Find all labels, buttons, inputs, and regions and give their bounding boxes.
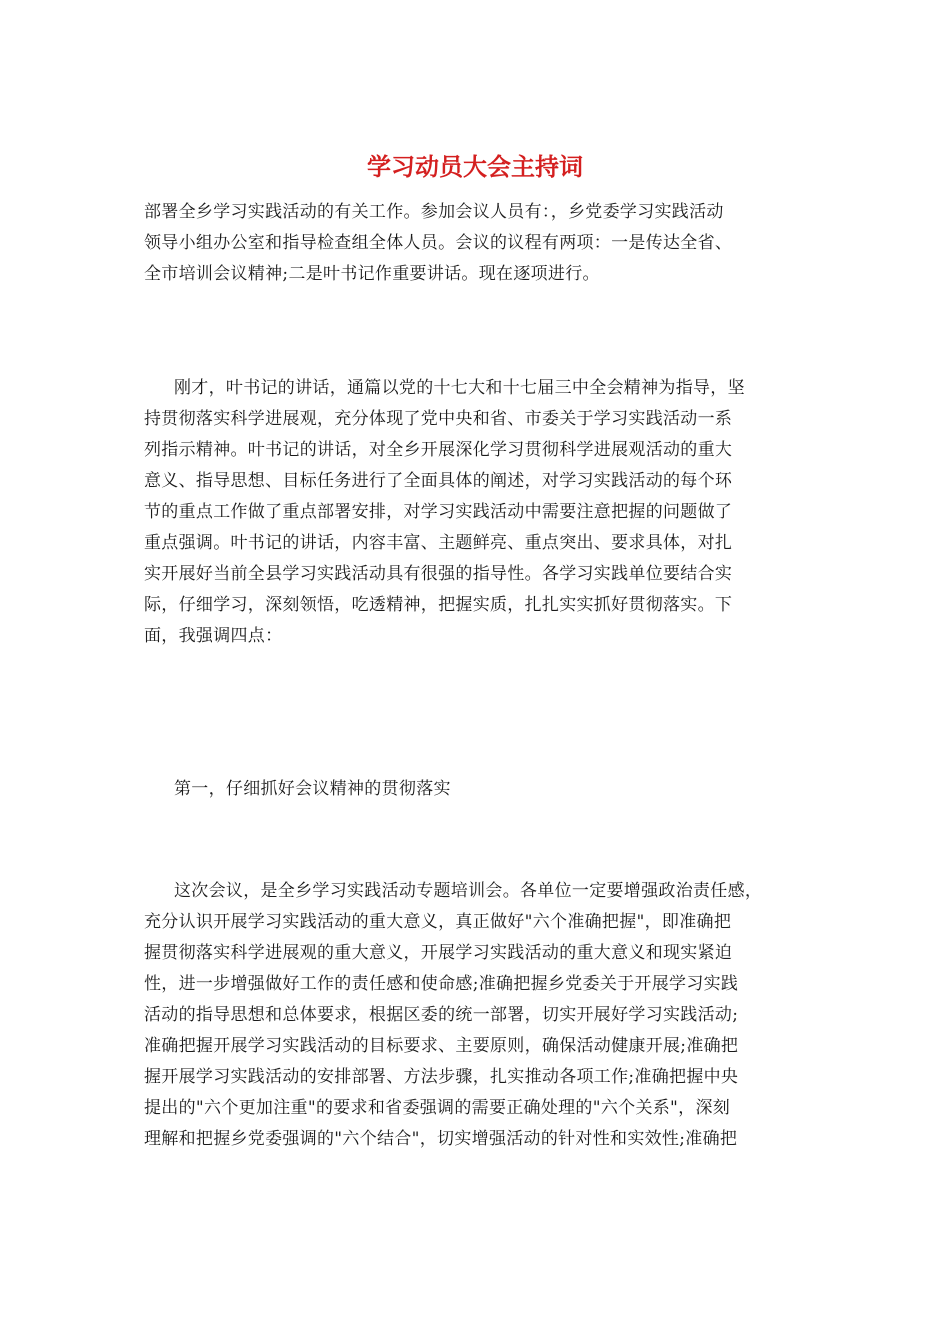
paragraph-line: 持贯彻落实科学进展观，充分体现了党中央和省、市委关于学习实践活动一系 xyxy=(144,409,733,429)
paragraph-line: 部署全乡学习实践活动的有关工作。参加会议人员有：，乡党委学习实践活动 xyxy=(144,202,724,222)
paragraph-point-one-body xyxy=(144,876,804,1155)
paragraph-line: 握开展学习实践活动的安排部署、方法步骤，扎实推动各项工作;准确把握中央 xyxy=(144,1067,739,1087)
paragraph-line: 理解和把握乡党委强调的"六个结合"，切实增强活动的针对性和实效性;准确把 xyxy=(144,1129,738,1149)
paragraph-intro xyxy=(144,197,804,290)
paragraph-remarks xyxy=(144,373,804,652)
document-title: 学习动员大会主持词 xyxy=(367,152,583,181)
paragraph-line: 重点强调。叶书记的讲话，内容丰富、主题鲜亮、重点突出、要求具体，对扎 xyxy=(144,533,733,553)
paragraph-line: 面，我强调四点： xyxy=(144,626,283,646)
paragraph-line: 领导小组办公室和指导检查组全体人员。会议的议程有两项：一是传达全省、 xyxy=(144,233,733,253)
heading-line: 第一，仔细抓好会议精神的贯彻落实 xyxy=(174,779,451,799)
paragraph-line: 准确把握开展学习实践活动的目标要求、主要原则，确保活动健康开展;准确把 xyxy=(144,1036,739,1056)
paragraph-line: 活动的指导思想和总体要求，根据区委的统一部署，切实开展好学习实践活动; xyxy=(144,1005,739,1025)
paragraph-line: 握贯彻落实科学进展观的重大意义，开展学习实践活动的重大意义和现实紧迫 xyxy=(144,943,733,963)
paragraph-line: 实开展好当前全县学习实践活动具有很强的指导性。各学习实践单位要结合实 xyxy=(144,564,733,584)
paragraph-line: 全市培训会议精神;二是叶书记作重要讲话。现在逐项进行。 xyxy=(144,264,600,284)
paragraph-line: 节的重点工作做了重点部署安排，对学习实践活动中需要注意把握的问题做了 xyxy=(144,502,733,522)
paragraph-line: 列指示精神。叶书记的讲话，对全乡开展深化学习贯彻科学进展观活动的重大 xyxy=(144,440,733,460)
paragraph-line: 这次会议，是全乡学习实践活动专题培训会。各单位一定要增强政治责任感， xyxy=(174,881,763,901)
point-one-heading xyxy=(144,774,804,805)
paragraph-line: 意义、指导思想、目标任务进行了全面具体的阐述，对学习实践活动的每个环 xyxy=(144,471,733,491)
paragraph-line: 提出的"六个更加注重"的要求和省委强调的需要正确处理的"六个关系"，深刻 xyxy=(144,1098,731,1118)
paragraph-line: 性，进一步增强做好工作的责任感和使命感;准确把握乡党委关于开展学习实践 xyxy=(144,974,739,994)
paragraph-line: 际，仔细学习，深刻领悟，吃透精神，把握实质，扎扎实实抓好贯彻落实。下 xyxy=(144,595,733,615)
paragraph-line: 刚才，叶书记的讲话，通篇以党的十七大和十七届三中全会精神为指导，坚 xyxy=(174,378,745,398)
paragraph-line: 充分认识开展学习实践活动的重大意义，真正做好"六个准确把握"，即准确把 xyxy=(144,912,732,932)
